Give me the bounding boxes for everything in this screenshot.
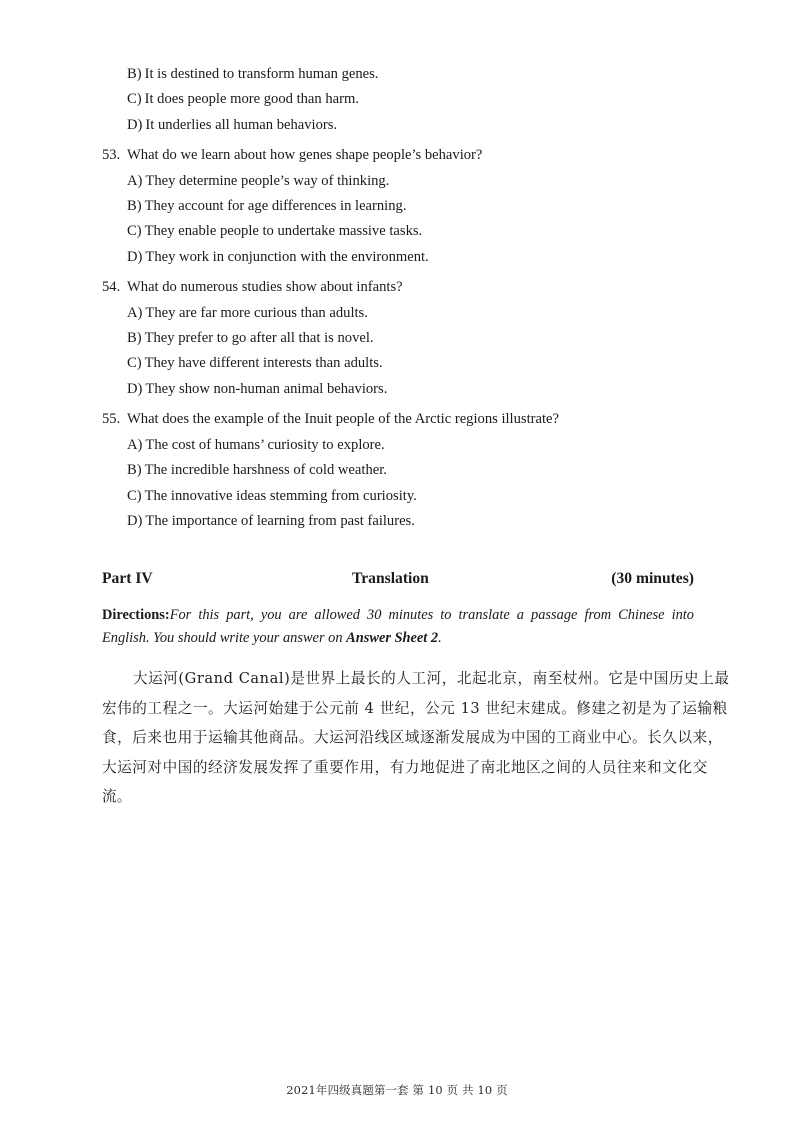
option-row[interactable] xyxy=(102,194,694,219)
question-number: 54. xyxy=(102,279,121,296)
option-row[interactable] xyxy=(102,433,694,458)
option-row[interactable] xyxy=(102,113,694,138)
option-text: They are far more curious than adults. xyxy=(145,304,368,321)
option-label: B) xyxy=(127,462,142,479)
option-row[interactable] xyxy=(102,169,694,194)
option-text: They have different interests than adults. xyxy=(144,355,383,372)
option-text: They account for age differences in learning. xyxy=(144,198,407,215)
part-four-header xyxy=(102,568,694,590)
translation-passage xyxy=(102,664,730,811)
question-text: What do numerous studies show about infants? xyxy=(127,279,403,296)
option-label: D) xyxy=(127,512,143,529)
option-text: They determine people’s way of thinking. xyxy=(145,172,390,189)
option-label: C) xyxy=(127,91,142,108)
passage-line: 食，后来也用于运输其他商品。大运河沿线区域逐渐发展成为中国的工商业中心。长久以来， xyxy=(102,729,723,747)
option-row[interactable] xyxy=(102,87,694,112)
question-stem-row xyxy=(102,275,694,300)
directions-text-part-1: For this part, you are allowed 30 minutes to translate a passage from Chinese into English. You should write your answer on xyxy=(102,607,694,647)
question-number: 55. xyxy=(102,411,121,428)
option-text: The innovative ideas stemming from curiosity. xyxy=(144,487,417,504)
question-stem-row xyxy=(102,143,694,168)
option-label: D) xyxy=(127,116,143,133)
option-row[interactable] xyxy=(102,62,694,87)
option-text: The incredible harshness of cold weather. xyxy=(144,462,387,479)
passage-line: 大运河(Grand Canal)是世界上最长的人工河，北起北京，南至杖州。它是中国历史上最 xyxy=(133,670,730,688)
option-label: C) xyxy=(127,487,142,504)
option-label: C) xyxy=(127,223,142,240)
directions-label: Directions: xyxy=(102,607,170,624)
question-group-53 xyxy=(102,143,694,270)
option-text: It is destined to transform human genes. xyxy=(144,66,379,82)
section-title: Translation xyxy=(352,570,429,588)
option-row[interactable] xyxy=(102,301,694,326)
question-stem-row xyxy=(102,407,694,432)
directions-text-part-2: . xyxy=(438,630,442,647)
page-footer: 2021年四级真题第一套 第 10 页 共 10 页 xyxy=(286,1083,508,1097)
option-text: They enable people to undertake massive tasks. xyxy=(144,223,423,240)
option-text: They prefer to go after all that is novel. xyxy=(144,330,374,347)
option-row[interactable] xyxy=(102,351,694,376)
question-number: 53. xyxy=(102,147,121,164)
question-group-55 xyxy=(102,407,694,534)
directions-block xyxy=(102,604,694,650)
option-label: B) xyxy=(127,198,142,215)
page-content xyxy=(102,62,730,811)
passage-line: 宏伟的工程之一。大运河始建于公元前 4 世纪，公元 13 世纪末建成。修建之初是为了运输粮 xyxy=(102,699,728,717)
option-label: D) xyxy=(127,380,143,397)
option-row[interactable] xyxy=(102,458,694,483)
passage-line: 流。 xyxy=(102,787,132,805)
passage-line: 大运河对中国的经济发展发挥了重要作用，有力地促进了南北地区之间的人员往来和文化交 xyxy=(102,758,708,776)
option-text: The importance of learning from past failures. xyxy=(145,512,415,529)
question-group xyxy=(102,62,694,138)
time-allotted: (30 minutes) xyxy=(611,570,694,588)
option-label: B) xyxy=(127,330,142,347)
option-row[interactable] xyxy=(102,219,694,244)
option-row[interactable] xyxy=(102,245,694,270)
option-row[interactable] xyxy=(102,509,694,534)
option-label: C) xyxy=(127,355,142,372)
question-text: What do we learn about how genes shape people’s behavior? xyxy=(127,147,483,164)
option-label: A) xyxy=(127,304,143,321)
option-row[interactable] xyxy=(102,377,694,402)
option-text: It underlies all human behaviors. xyxy=(145,116,338,133)
part-label: Part IV xyxy=(102,570,153,588)
option-label: B) xyxy=(127,66,142,82)
question-group-54 xyxy=(102,275,694,402)
option-row[interactable] xyxy=(102,484,694,509)
option-row[interactable] xyxy=(102,326,694,351)
option-label: A) xyxy=(127,172,143,189)
option-text: The cost of humans’ curiosity to explore. xyxy=(145,436,385,453)
option-label: D) xyxy=(127,248,143,265)
option-text: They show non-human animal behaviors. xyxy=(145,380,388,397)
question-text: What does the example of the Inuit people of the Arctic regions illustrate? xyxy=(127,411,559,428)
option-text: They work in conjunction with the environment. xyxy=(145,248,429,265)
answer-sheet-emphasis: Answer Sheet 2 xyxy=(346,630,439,647)
option-label: A) xyxy=(127,436,143,453)
option-text: It does people more good than harm. xyxy=(144,91,359,108)
